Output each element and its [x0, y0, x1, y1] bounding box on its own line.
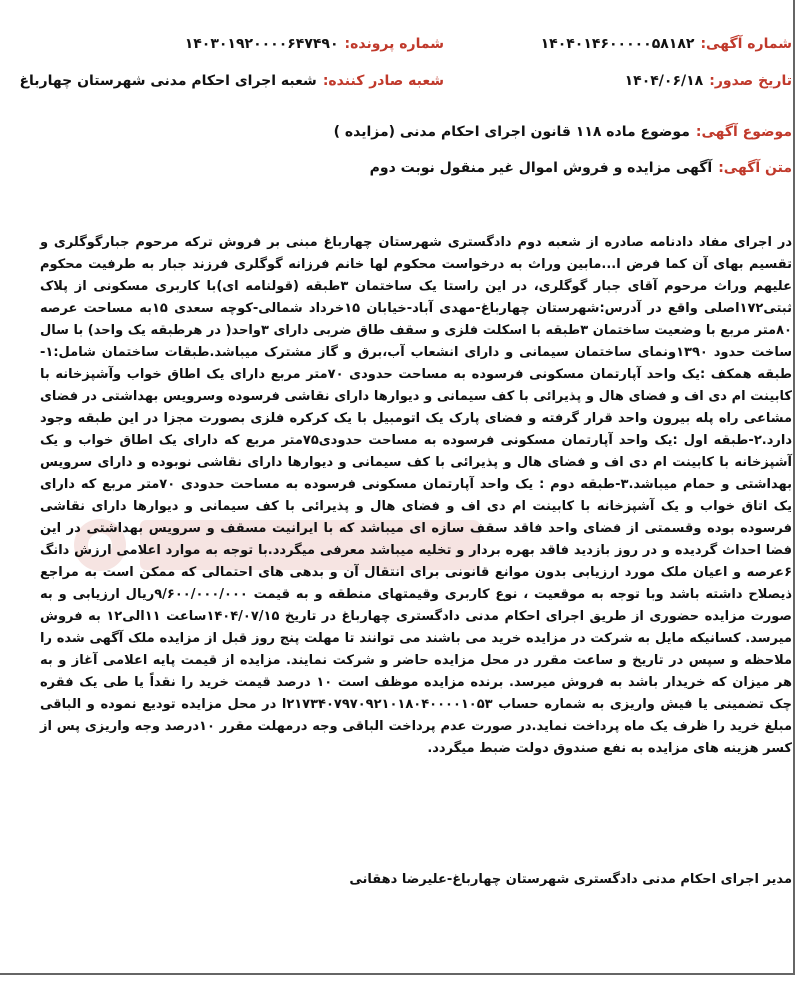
- subject-row: [334, 124, 792, 140]
- case-number-label: شماره پرونده:: [344, 36, 444, 52]
- issue-date-value: ۱۴۰۴/۰۶/۱۸: [624, 73, 704, 89]
- case-number-row: [185, 36, 444, 52]
- issuer-row: [19, 73, 444, 89]
- ad-title-value: آگهی مزایده و فروش اموال غیر منقول نوبت دوم: [369, 160, 713, 176]
- ad-title-label: متن آگهی:: [718, 160, 792, 176]
- subject-value: موضوع ماده ۱۱۸ قانون اجرای احکام مدنی (مزایده ): [333, 124, 690, 140]
- issuer-label: شعبه صادر کننده:: [322, 73, 444, 89]
- ad-number-row: [541, 36, 792, 52]
- case-number-value: ۱۴۰۳۰۱۹۲۰۰۰۰۶۴۷۴۹۰: [184, 36, 339, 52]
- issue-date-label: تاریخ صدور:: [709, 73, 792, 89]
- issue-date-row: [625, 73, 792, 89]
- ad-body-text: در اجرای مفاد دادنامه صادره از شعبه دوم دادگستری شهرستان چهارباغ مبنی بر فروش ترکه مرحوم جبارگوگلری و تقسیم بهای آن کما فرض ا...مابین وراث به درخواست محکوم لها خانم فرزانه گوگلری فرزند جبار به طرفیت محکوم علیهم وراث مرحوم آقای جبار گوگلری، در این راستا یک ساختمان ۳طبقه (قولنامه ای)با کاربری مسکونی از پلاک ثبتی۱۷۲اصلی واقع در آدرس:شهرستان چهارباغ-مهدی آباد-خیابان ۱۵خرداد شمالی-کوچه سعدی ۱۵به مساحت عرصه ۸۰متر مربع با وضعیت ساختمان ۳طبقه با اسکلت فلزی و سقف طاق ضربی دارای ۳واحد( در هرطبقه یک واحد) با سال ساخت حدود ۱۳۹۰ونمای ساختمان سیمانی و دارای انشعاب آب،برق و گاز مشترک میباشد.طبقات ساختمان شامل:۱- طبقه همکف :یک واحد آپارتمان مسکونی فرسوده به مساحت حدودی ۷۰متر مربع دارای یک اطاق خواب وآشپزخانه با کابینت ام دی اف و فضای هال و پذیرائی با کف سیمانی و دیوارها دارای نقاشی فرسوده وسرویس بهداشتی در فضای مشاعی راه پله بیرون واحد قرار گرفته و فضای پارک یک اتومبیل با یک کرکره فلزی بصورت مجزا در این طبقه وجود دارد.۲-طبقه اول :یک واحد آپارتمان مسکونی فرسوده به مساحت حدودی۷۵متر مربع که دارای یک اطاق خواب و یک آشپزخانه با کابینت ام دی اف و فضای هال و پذیرائی با کف سیمانی و دیوارها دارای نقاشی نوبوده و دارای سرویس بهداشتی و حمام میباشد.۳-طبقه دوم : یک واحد آپارتمان مسکونی فرسوده به مساحت حدودی ۷۰متر مربع که دارای یک اتاق خواب و یک آشپزخانه با کابینت ام دی اف و فضای هال و پذیرائی با کف سیمانی و دیوارها دارای نقاشی فرسوده بوده وقسمتی از فضای واحد فاقد سقف سازه ای میباشد که با ایرانیت مسقف و سرویس بهداشتی در این فضا احداث گردیده و در روز بازدید فاقد بهره بردار و تخلیه میباشد معرفی میگردد.با توجه به موارد اعلامی ارزش دانگ ۶عرصه و اعیان ملک مورد ارزیابی بدون موانع قانونی برای انتقال آن و بدهی های احتمالی که ممکن است به مراجع ذیصلاح داشته باشد وبا توجه به موقعیت ، نوع کاربری وقیمتهای منطقه و به قیمت ۹/۶۰۰/۰۰۰/۰۰۰ریال ارزیابی و به صورت مزایده حضوری از طریق اجرای احکام مدنی دادگستری چهارباغ در تاریخ ۱۴۰۴/۰۷/۱۵ساعت ۱۱الی۱۲ به فروش میرسد. کسانیکه مایل به شرکت در مزایده خرید می باشند می توانند تا مهلت پنج روز قبل از مزایده ملک آگهی شده را ملاحظه و سپس در تاریخ و ساعت مقرر در محل مزایده حاضر و شرکت نمایند. مزایده از قیمت پایه اعلامی آغاز و به هر میزان که خریدار باشد به فروش میرسد. برنده مزایده موظف است ۱۰ درصد قیمت خرید را نقداً یا طی یک فقره چک تضمینی یا فیش واریزی به شماره حساب ۲۱۷۳۴۰۷۹۷۰۹۲۱۰۱۸۰۴۰۰۰۰۱۰۵۳ا در محل مزایده تودیع نموده و الباقی مبلغ خرید را ظرف یک ماه پرداخت نماید.در صورت عدم پرداخت الباقی وجه درمهلت مقرر ۱۰درصد وجه واریزی پس از کسر هزینه های مزایده به نفع صندوق دولت ضبط میگردد.: [40, 235, 793, 756]
- ad-number-label: شماره آگهی:: [700, 36, 792, 52]
- ad-title-row: [370, 160, 792, 176]
- signature: مدیر اجرای احکام مدنی دادگستری شهرستان چهارباغ-علیرضا دهقانی: [349, 872, 792, 887]
- ad-number-value: ۱۴۰۴۰۱۴۶۰۰۰۰۰۵۸۱۸۲: [540, 36, 695, 52]
- subject-label: موضوع آگهی:: [695, 124, 792, 140]
- issuer-value: شعبه اجرای احکام مدنی شهرستان چهارباغ: [19, 73, 317, 89]
